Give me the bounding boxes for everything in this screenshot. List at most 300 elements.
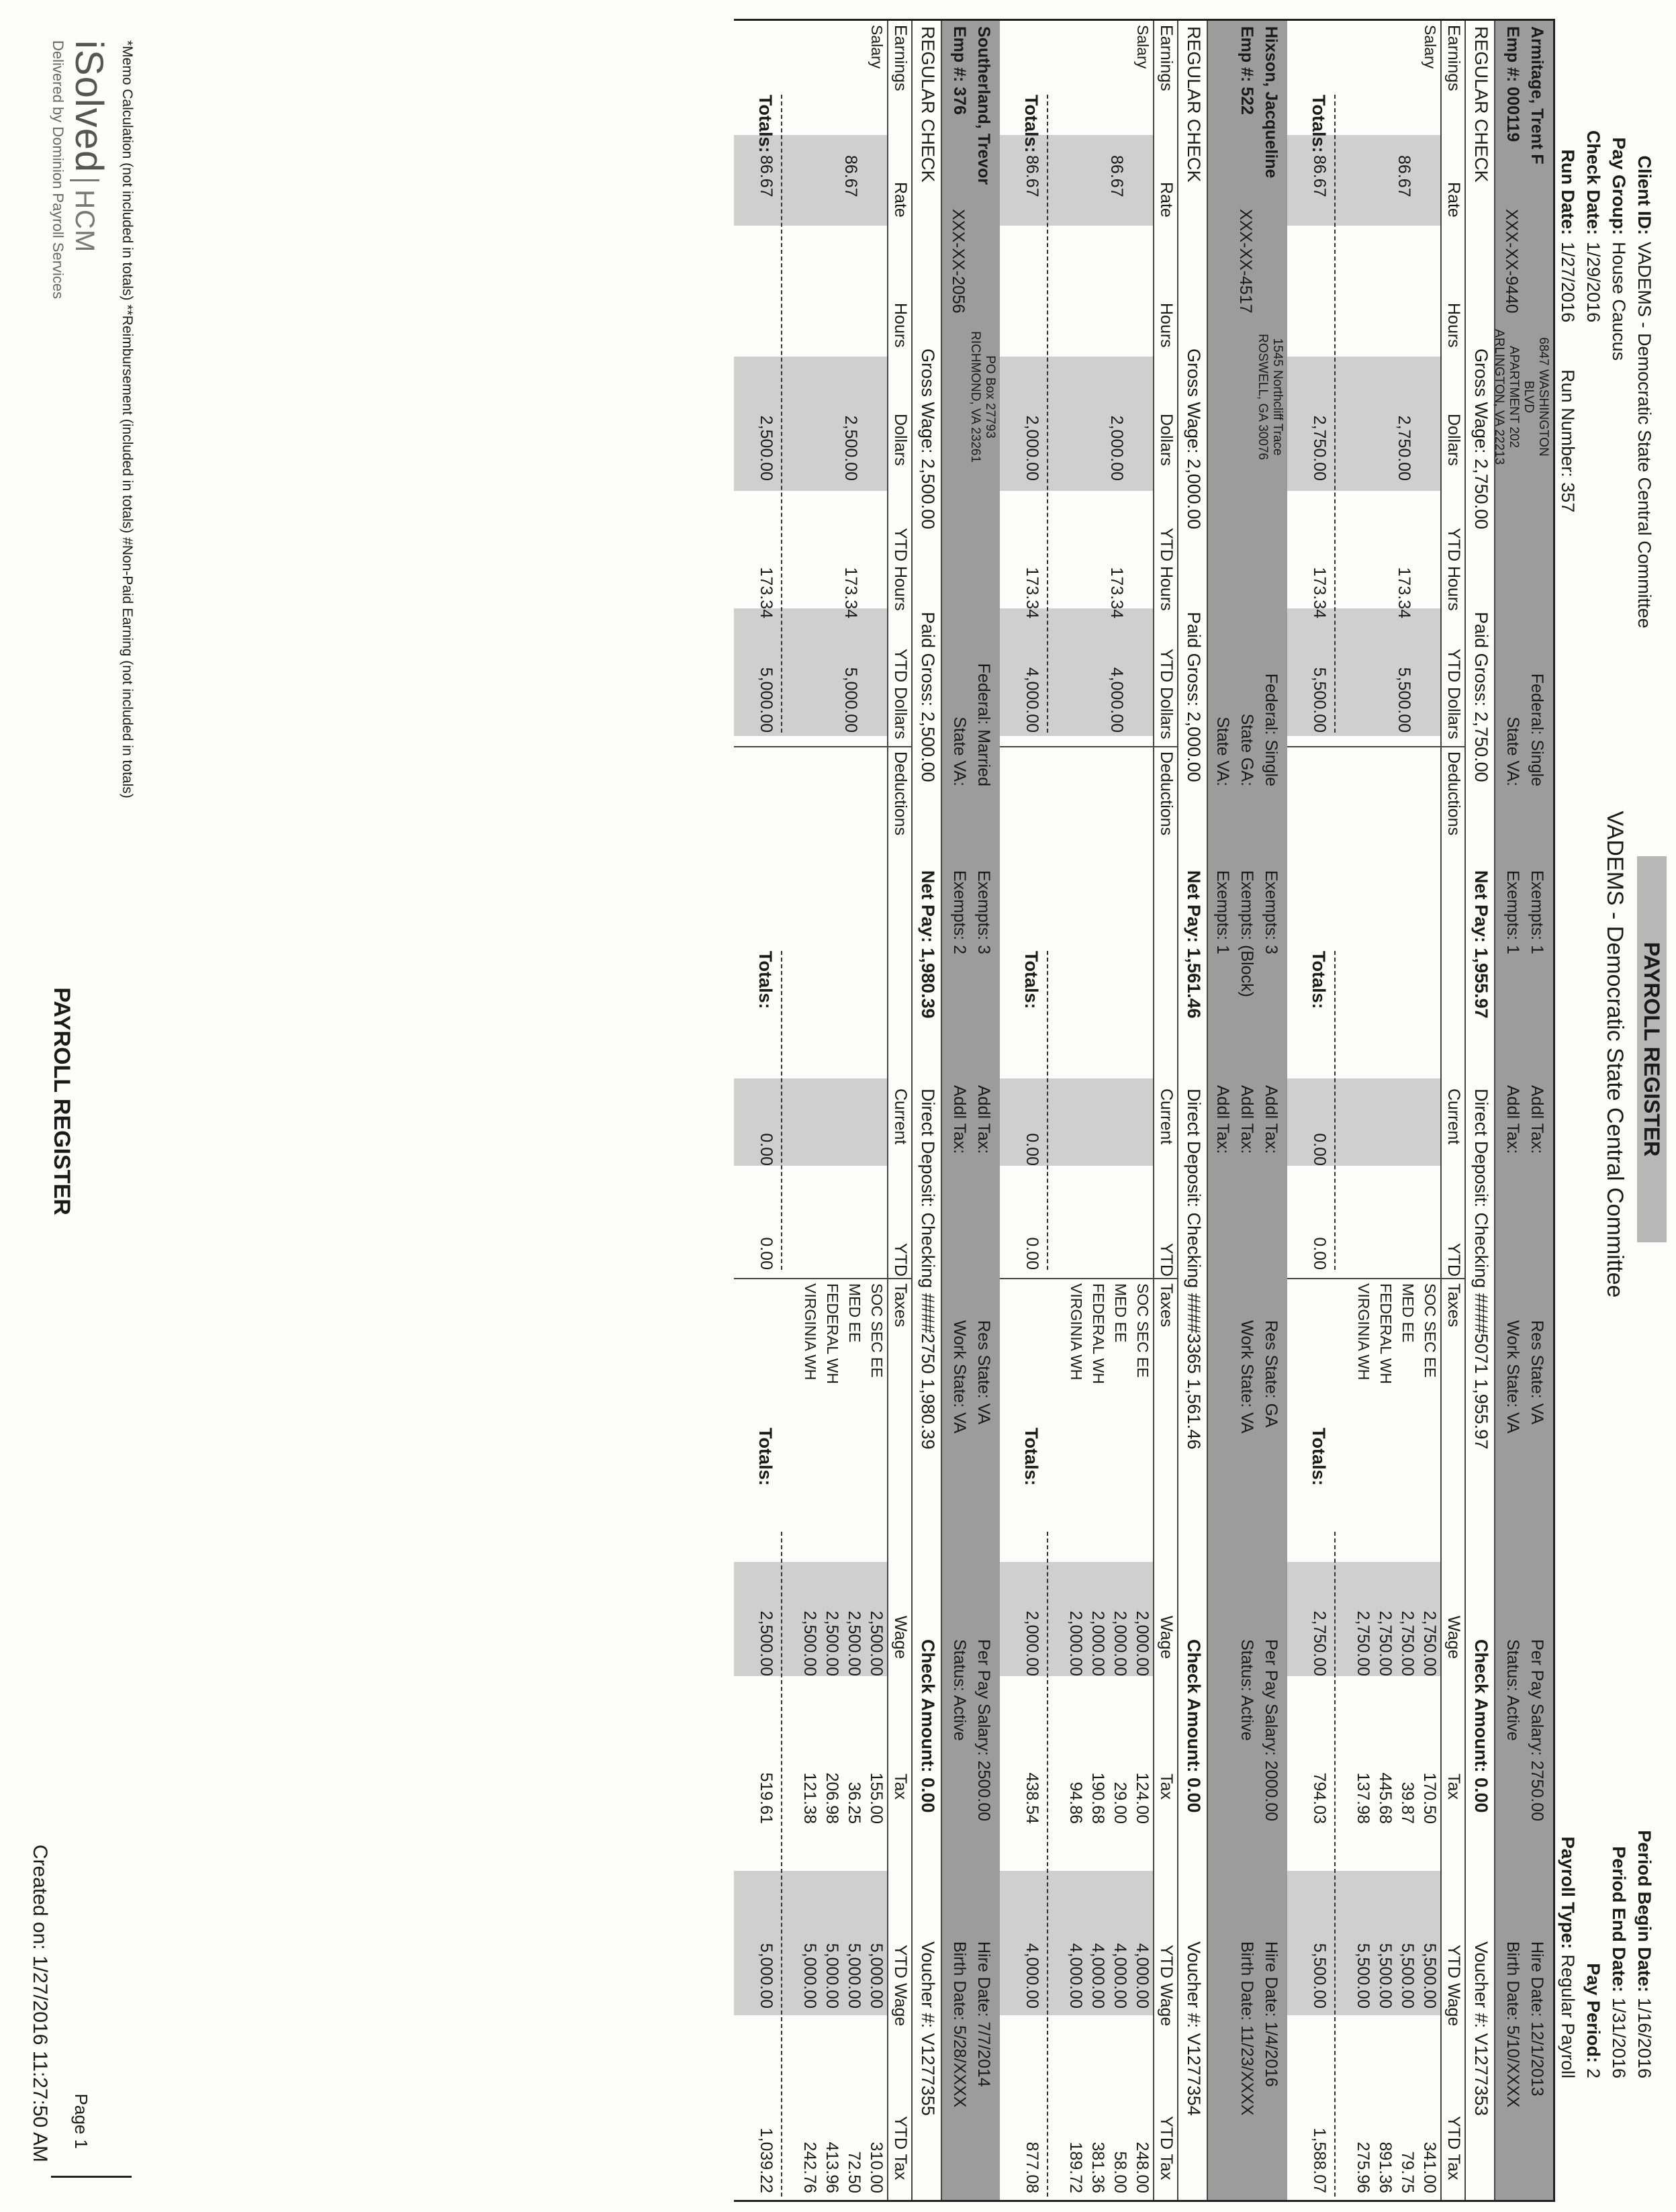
resident-work-state: [947, 1320, 996, 1434]
col-tax: Tax: [891, 1773, 910, 1800]
column-header-row: [1440, 21, 1464, 2200]
col-ytd-hours: YTD Hours: [1444, 528, 1463, 611]
employee-dates: [947, 1941, 996, 2107]
period-begin-label: Period Begin Date:: [1634, 1830, 1655, 1992]
col-wage: Wage: [1444, 1616, 1463, 1659]
col-taxes: Taxes: [891, 1283, 910, 1328]
totals-rule: [781, 951, 782, 1270]
direct-deposit: Direct Deposit: Checking ####5071 1,955.97: [1471, 1089, 1491, 1450]
exemptions: [1235, 870, 1283, 997]
company-name: VADEMS - Democratic State Central Committee: [1602, 811, 1628, 1298]
address-line-3: ARLINGTON, VA 22213: [1492, 328, 1506, 465]
col-wage: Wage: [1157, 1616, 1176, 1659]
work-state: Work State: VA: [1238, 1320, 1256, 1434]
tax-ytd-wage: 4,000.00: [1111, 1943, 1129, 2009]
tax-name: MED EE: [846, 1283, 864, 1343]
tax-wage: 2,750.00: [1354, 1610, 1372, 1676]
period-info: [1555, 1729, 1657, 2078]
tax-wage: 2,500.00: [845, 1610, 864, 1676]
federal-status: Federal: Single: [1262, 673, 1281, 786]
tax-name: VIRGINIA WH: [1068, 1283, 1085, 1381]
taxes-totals-label: Totals:: [1309, 1428, 1329, 1486]
check-type: REGULAR CHECK: [918, 26, 938, 183]
col-ytd-wage: YTD Wage: [1157, 1945, 1176, 2027]
isolved-logo: [49, 40, 111, 299]
tax-name: SOC SEC EE: [1134, 1283, 1152, 1378]
check-amount: Check Amount: 0.00: [1471, 1639, 1491, 1813]
total-wage: 2,000.00: [1023, 1610, 1041, 1676]
tax-amount: 155.00: [867, 1772, 886, 1824]
employee-ssn: XXX-XX-2056: [949, 209, 968, 314]
salary-status: [947, 1639, 996, 1821]
tax-wage: 2,000.00: [1088, 1610, 1107, 1676]
tax-amount: 445.68: [1376, 1772, 1395, 1824]
withholding-status: [947, 612, 996, 786]
col-dollars: Dollars: [1444, 414, 1463, 466]
birth-date: Birth Date: 11/23/XXXX: [1238, 1941, 1256, 2116]
employee-name: Hixson, Jacqueline: [1262, 26, 1281, 179]
column-divider: [1440, 1278, 1464, 1279]
total-tax: 519.61: [757, 1772, 776, 1824]
total-rate: 86.67: [757, 155, 776, 197]
tax-ytd-wage: 4,000.00: [1133, 1943, 1152, 2009]
tax-name: FEDERAL WH: [824, 1283, 841, 1384]
withholding-status: [1501, 612, 1549, 786]
earnings-totals-label: Totals:: [755, 95, 776, 153]
state-exempts: Exempts: 2: [950, 870, 969, 955]
col-earnings: Earnings: [1157, 25, 1176, 91]
total-ytd-tax: 877.08: [1023, 2141, 1041, 2193]
salary-status: [1501, 1639, 1549, 1821]
state-addl-tax: Addl Tax:: [1238, 1085, 1256, 1154]
deductions-totals-label: Totals:: [755, 951, 776, 1009]
salary-status: [1235, 1639, 1283, 1821]
tax-amount: 39.87: [1398, 1782, 1417, 1824]
col-deductions: Deductions: [891, 751, 910, 836]
gross-wage: Gross Wage: 2,000.00: [1184, 349, 1204, 530]
earning-type: Salary: [1422, 25, 1439, 69]
run-info: [1555, 111, 1657, 629]
employee-dates: [1235, 1941, 1283, 2115]
tax-ytd-amount: 189.72: [1066, 2141, 1085, 2193]
employee-header: [941, 21, 1000, 2200]
withholding-status: [1235, 612, 1283, 786]
voucher-number: Voucher #: V1277355: [918, 1941, 938, 2116]
tax-amount: 36.25: [845, 1782, 864, 1824]
tax-name: SOC SEC EE: [1422, 1283, 1439, 1378]
tax-ytd-amount: 79.75: [1398, 2151, 1417, 2193]
tax-ytd-amount: 275.96: [1354, 2141, 1372, 2193]
employee-name: Armitage, Trent F: [1528, 26, 1546, 165]
earning-ytd-hours: 173.34: [1107, 567, 1126, 618]
federal-addl-tax: Addl Tax:: [974, 1085, 993, 1154]
col-ytd-dollars: YTD Dollars: [1444, 649, 1463, 739]
net-pay: Net Pay: 1,980.39: [918, 870, 938, 1019]
column-divider: [1440, 746, 1464, 747]
tax-ytd-wage: 4,000.00: [1066, 1943, 1085, 2009]
tax-wage: 2,750.00: [1420, 1610, 1439, 1676]
total-deductions-current: 0.00: [757, 1133, 776, 1166]
tax-wage: 2,500.00: [823, 1610, 841, 1676]
additional-tax: [947, 1085, 996, 1154]
check-summary: [911, 21, 941, 2200]
col-deductions: Deductions: [1444, 751, 1463, 836]
earnings-totals-label: Totals:: [1309, 95, 1329, 153]
col-ytd-wage: YTD Wage: [891, 1945, 910, 2027]
resident-work-state: [1501, 1320, 1549, 1434]
address-line-2: RICHMOND, VA 23261: [968, 330, 982, 463]
col-earnings: Earnings: [1444, 25, 1463, 91]
taxes-totals-label: Totals:: [1021, 1428, 1041, 1486]
state-exempts: Exempts: (Block): [1238, 870, 1256, 997]
totals-rule: [1334, 95, 1336, 733]
work-state: Work State: VA: [950, 1320, 969, 1434]
tax-name: MED EE: [1112, 1283, 1129, 1343]
tax-ytd-amount: 58.00: [1111, 2151, 1129, 2193]
payroll-type-label: Payroll Type:: [1558, 1836, 1578, 1949]
employee-ssn: XXX-XX-9440: [1502, 209, 1521, 314]
employee-block: [1287, 21, 1553, 2200]
tax-wage: 2,750.00: [1376, 1610, 1395, 1676]
period-end-label: Period End Date:: [1609, 1846, 1629, 1992]
employee-header: [1207, 21, 1287, 2200]
birth-date: Birth Date: 5/10/XXXX: [1503, 1941, 1522, 2108]
register-table: [734, 19, 1555, 2202]
column-divider: [1287, 746, 1440, 747]
total-ytd-dollars: 5,500.00: [1310, 667, 1329, 733]
column-divider: [887, 746, 911, 747]
pay-group: House Caucus: [1609, 242, 1629, 361]
column-header-row: [1153, 21, 1177, 2200]
total-deductions-ytd: 0.00: [757, 1237, 776, 1270]
footnote: *Memo Calculation (not included in totals) **Reimbursement (included in totals) #Non-Paid Earning (not included in totals): [120, 40, 135, 798]
second-state-addl-tax: Addl Tax:: [1213, 1085, 1232, 1154]
employee-status: Status: Active: [1238, 1639, 1256, 1741]
total-dollars: 2,750.00: [1310, 415, 1329, 481]
tax-ytd-wage: 5,500.00: [1420, 1943, 1439, 2009]
earnings-totals-label: Totals:: [1021, 95, 1041, 153]
tax-amount: 121.38: [800, 1772, 819, 1824]
page-number: Page 1: [71, 2093, 91, 2149]
run-date: 1/27/2016: [1558, 242, 1578, 323]
run-number: Run Number: 357: [1558, 369, 1578, 513]
check-summary: [1464, 21, 1494, 2200]
deductions-totals-label: Totals:: [1021, 951, 1041, 1009]
tax-wage: 2,000.00: [1066, 1610, 1085, 1676]
earning-dollars: 2,000.00: [1107, 415, 1126, 481]
earning-dollars: 2,750.00: [1395, 415, 1413, 481]
tax-ytd-amount: 891.36: [1376, 2141, 1395, 2193]
total-deductions-current: 0.00: [1310, 1133, 1329, 1166]
check-date-label: Check Date:: [1583, 130, 1603, 235]
resident-state: Res State: VA: [1528, 1320, 1546, 1425]
total-ytd-tax: 1,039.22: [757, 2127, 776, 2193]
earning-rate: 86.67: [841, 155, 860, 197]
col-ytd-tax: YTD Tax: [1157, 2116, 1176, 2180]
employee-block: [1000, 21, 1287, 2200]
per-pay-salary: Per Pay Salary: 2000.00: [1262, 1639, 1281, 1821]
earning-ytd-hours: 173.34: [841, 567, 860, 618]
gross-wage: Gross Wage: 2,500.00: [918, 349, 938, 530]
tax-ytd-amount: 413.96: [823, 2141, 841, 2193]
pay-period: 2: [1583, 2068, 1603, 2078]
total-ytd-hours: 173.34: [1023, 567, 1041, 618]
col-current: Current: [1157, 1089, 1176, 1145]
tax-ytd-wage: 5,500.00: [1376, 1943, 1395, 2009]
paid-gross: Paid Gross: 2,500.00: [918, 612, 938, 782]
totals-rule: [1047, 95, 1048, 733]
employee-address: [1255, 326, 1285, 467]
additional-tax: [1235, 1085, 1283, 1154]
tax-ytd-wage: 5,500.00: [1398, 1943, 1417, 2009]
state-exempts: Exempts: 1: [1503, 870, 1522, 955]
employee-address: [1491, 326, 1550, 467]
col-rate: Rate: [891, 182, 910, 218]
col-taxes: Taxes: [1444, 1283, 1463, 1328]
column-divider: [1000, 1278, 1153, 1279]
total-tax: 794.03: [1310, 1772, 1329, 1824]
employee-name: Southerland, Trevor: [974, 26, 993, 185]
tax-amount: 170.50: [1420, 1772, 1439, 1824]
col-ytd-hours: YTD Hours: [1157, 528, 1176, 611]
tax-amount: 190.68: [1088, 1772, 1107, 1824]
employee-number: Emp #: 522: [1238, 26, 1256, 116]
col-dollars: Dollars: [891, 414, 910, 466]
address-line-2: APARTMENT 202: [1507, 345, 1521, 449]
employee-ssn: XXX-XX-4517: [1236, 209, 1255, 314]
col-ytd: YTD: [1444, 1243, 1463, 1277]
state-status: State VA:: [950, 717, 969, 786]
tax-name: VIRGINIA WH: [802, 1283, 819, 1381]
tax-amount: 29.00: [1111, 1782, 1129, 1824]
col-dollars: Dollars: [1157, 414, 1176, 466]
totals-rule: [781, 1532, 782, 2197]
earning-type: Salary: [868, 25, 886, 69]
tax-wage: 2,750.00: [1398, 1610, 1417, 1676]
tax-ytd-wage: 4,000.00: [1088, 1943, 1107, 2009]
employee-dates: [1501, 1941, 1549, 2107]
col-hours: Hours: [1444, 303, 1463, 348]
total-ytd-tax: 1,588.07: [1310, 2127, 1329, 2193]
resident-work-state: [1235, 1320, 1283, 1434]
tax-amount: 94.86: [1066, 1782, 1085, 1824]
direct-deposit: Direct Deposit: Checking ####3365 1,561.46: [1184, 1089, 1204, 1450]
birth-date: Birth Date: 5/28/XXXX: [950, 1941, 969, 2108]
totals-rule: [1047, 1532, 1048, 2197]
check-type: REGULAR CHECK: [1471, 26, 1491, 183]
col-taxes: Taxes: [1157, 1283, 1176, 1328]
tax-ytd-amount: 242.76: [800, 2141, 819, 2193]
detail-area: [734, 21, 887, 2200]
earning-dollars: 2,500.00: [841, 415, 860, 481]
col-ytd-tax: YTD Tax: [1444, 2116, 1463, 2180]
tax-name: VIRGINIA WH: [1355, 1283, 1372, 1381]
tax-amount: 137.98: [1354, 1772, 1372, 1824]
col-earnings: Earnings: [891, 25, 910, 91]
totals-rule: [1334, 1532, 1336, 2197]
total-rate: 86.67: [1023, 155, 1041, 197]
tax-ytd-amount: 341.00: [1420, 2141, 1439, 2193]
tax-ytd-amount: 310.00: [867, 2141, 886, 2193]
tax-ytd-wage: 5,000.00: [800, 1943, 819, 2009]
employee-block: [734, 21, 1000, 2200]
federal-addl-tax: Addl Tax:: [1262, 1085, 1281, 1154]
deductions-totals-label: Totals:: [1309, 951, 1329, 1009]
federal-addl-tax: Addl Tax:: [1528, 1085, 1546, 1154]
col-rate: Rate: [1157, 182, 1176, 218]
column-divider: [1000, 746, 1153, 747]
total-deductions-ytd: 0.00: [1310, 1237, 1329, 1270]
footer-title: PAYROLL REGISTER: [49, 987, 75, 1215]
tax-amount: 206.98: [823, 1772, 841, 1824]
total-ytd-wage: 4,000.00: [1023, 1943, 1041, 2009]
address-line-1: PO Box 27793: [983, 355, 997, 439]
totals-rule: [1334, 951, 1336, 1270]
total-ytd-wage: 5,000.00: [757, 1943, 776, 2009]
tax-ytd-amount: 72.50: [845, 2151, 864, 2193]
total-wage: 2,500.00: [757, 1610, 776, 1676]
total-tax: 438.54: [1023, 1772, 1041, 1824]
tax-wage: 2,500.00: [800, 1610, 819, 1676]
total-deductions-current: 0.00: [1023, 1133, 1041, 1166]
tax-wage: 2,000.00: [1111, 1610, 1129, 1676]
federal-status: Federal: Married: [974, 663, 993, 786]
earning-rate: 86.67: [1395, 155, 1413, 197]
column-divider: [734, 746, 887, 747]
total-dollars: 2,000.00: [1023, 415, 1041, 481]
tax-ytd-wage: 5,000.00: [867, 1943, 886, 2009]
employee-number: Emp #: 000119: [1503, 26, 1522, 142]
check-amount: Check Amount: 0.00: [1184, 1639, 1204, 1813]
tax-ytd-wage: 5,500.00: [1354, 1943, 1372, 2009]
total-deductions-ytd: 0.00: [1023, 1237, 1041, 1270]
col-tax: Tax: [1157, 1773, 1176, 1800]
federal-exempts: Exempts: 1: [1528, 870, 1546, 955]
check-date: 1/29/2016: [1583, 242, 1603, 323]
tax-wage: 2,500.00: [867, 1610, 886, 1676]
logo-text: iSolved: [67, 40, 111, 173]
check-summary: [1177, 21, 1207, 2200]
col-ytd-tax: YTD Tax: [891, 2116, 910, 2180]
col-deductions: Deductions: [1157, 751, 1176, 836]
employee-status: Status: Active: [950, 1639, 969, 1741]
hire-date: Hire Date: 12/1/2013: [1528, 1941, 1546, 2096]
period-begin: 1/16/2016: [1634, 1997, 1655, 2078]
second-state-exempts: Exempts: 1: [1213, 870, 1232, 955]
tax-ytd-amount: 381.36: [1088, 2141, 1107, 2193]
net-pay: Net Pay: 1,955.97: [1471, 870, 1491, 1019]
col-ytd: YTD: [1157, 1243, 1176, 1277]
tax-ytd-amount: 248.00: [1133, 2141, 1152, 2193]
period-end: 1/31/2016: [1609, 1997, 1629, 2078]
gross-wage: Gross Wage: 2,750.00: [1471, 349, 1491, 530]
earning-ytd-hours: 173.34: [1395, 567, 1413, 618]
resident-state: Res State: VA: [974, 1320, 993, 1425]
col-hours: Hours: [1157, 303, 1176, 348]
federal-exempts: Exempts: 3: [974, 870, 993, 955]
pay-group-label: Pay Group:: [1609, 137, 1629, 235]
col-rate: Rate: [1444, 182, 1463, 218]
taxes-totals-label: Totals:: [755, 1428, 776, 1486]
check-type: REGULAR CHECK: [1184, 26, 1204, 183]
resident-state: Res State: GA: [1262, 1320, 1281, 1428]
logo-tagline: Delivered by Dominion Payroll Services: [50, 40, 66, 299]
address-line-1: 6847 WASHINGTON BLVD: [1522, 337, 1550, 457]
paid-gross: Paid Gross: 2,000.00: [1184, 612, 1204, 782]
detail-area: [1000, 21, 1153, 2200]
address-line-1: 1545 Northcliff Trace: [1270, 338, 1285, 456]
client-id-label: Client ID:: [1634, 155, 1655, 235]
exemptions: [947, 870, 996, 954]
created-on: Created on: 1/27/2016 11:27:50 AM: [29, 1844, 51, 2162]
net-pay: Net Pay: 1,561.46: [1184, 870, 1204, 1019]
col-tax: Tax: [1444, 1773, 1463, 1800]
direct-deposit: Direct Deposit: Checking ####2750 1,980.39: [918, 1089, 938, 1450]
earning-type: Salary: [1134, 25, 1152, 69]
totals-rule: [781, 95, 782, 733]
voucher-number: Voucher #: V1277354: [1184, 1941, 1204, 2116]
federal-status: Federal: Single: [1528, 673, 1546, 786]
tax-wage: 2,000.00: [1133, 1610, 1152, 1676]
total-wage: 2,750.00: [1310, 1610, 1329, 1676]
additional-tax: [1501, 1085, 1549, 1154]
total-dollars: 2,500.00: [757, 415, 776, 481]
state-status: State GA:: [1238, 713, 1256, 786]
earning-ytd-dollars: 5,000.00: [841, 667, 860, 733]
col-current: Current: [891, 1089, 910, 1145]
voucher-number: Voucher #: V1277353: [1471, 1941, 1491, 2116]
state-addl-tax: Addl Tax:: [950, 1085, 969, 1154]
address-line-2: ROSWELL, GA 30076: [1256, 334, 1270, 460]
tax-name: FEDERAL WH: [1377, 1283, 1395, 1384]
column-divider: [734, 1278, 887, 1279]
col-ytd-dollars: YTD Dollars: [891, 649, 910, 739]
column-header-row: [887, 21, 911, 2200]
total-ytd-dollars: 4,000.00: [1023, 667, 1041, 733]
total-ytd-dollars: 5,000.00: [757, 667, 776, 733]
pay-period-label: Pay Period:: [1583, 1963, 1603, 2063]
check-amount: Check Amount: 0.00: [918, 1639, 938, 1813]
tax-ytd-wage: 5,000.00: [845, 1943, 864, 2009]
payroll-type: Regular Payroll: [1558, 1954, 1578, 2078]
work-state: Work State: VA: [1503, 1320, 1522, 1434]
totals-rule: [1047, 951, 1048, 1270]
employee-number: Emp #: 376: [950, 26, 969, 116]
state-addl-tax: Addl Tax:: [1503, 1085, 1522, 1154]
column-divider: [887, 1278, 911, 1279]
earning-ytd-dollars: 5,500.00: [1395, 667, 1413, 733]
second-state-status: State VA:: [1213, 717, 1232, 786]
employee-header: [1494, 21, 1553, 2200]
employee-status: Status: Active: [1503, 1639, 1522, 1741]
paid-gross: Paid Gross: 2,750.00: [1471, 612, 1491, 782]
logo-hcm: HCM: [70, 179, 99, 252]
earning-rate: 86.67: [1107, 155, 1126, 197]
per-pay-salary: Per Pay Salary: 2500.00: [974, 1639, 993, 1821]
footer-rule: [51, 2176, 132, 2178]
tax-name: FEDERAL WH: [1090, 1283, 1107, 1384]
federal-exempts: Exempts: 3: [1262, 870, 1281, 955]
report-title: PAYROLL REGISTER: [1637, 856, 1667, 1242]
total-ytd-wage: 5,500.00: [1310, 1943, 1329, 2009]
col-ytd-wage: YTD Wage: [1444, 1945, 1463, 2027]
col-ytd-hours: YTD Hours: [891, 528, 910, 611]
col-current: Current: [1444, 1089, 1463, 1145]
total-ytd-hours: 173.34: [757, 567, 776, 618]
col-hours: Hours: [891, 303, 910, 348]
detail-area: [1287, 21, 1440, 2200]
hire-date: Hire Date: 7/7/2014: [974, 1941, 993, 2087]
